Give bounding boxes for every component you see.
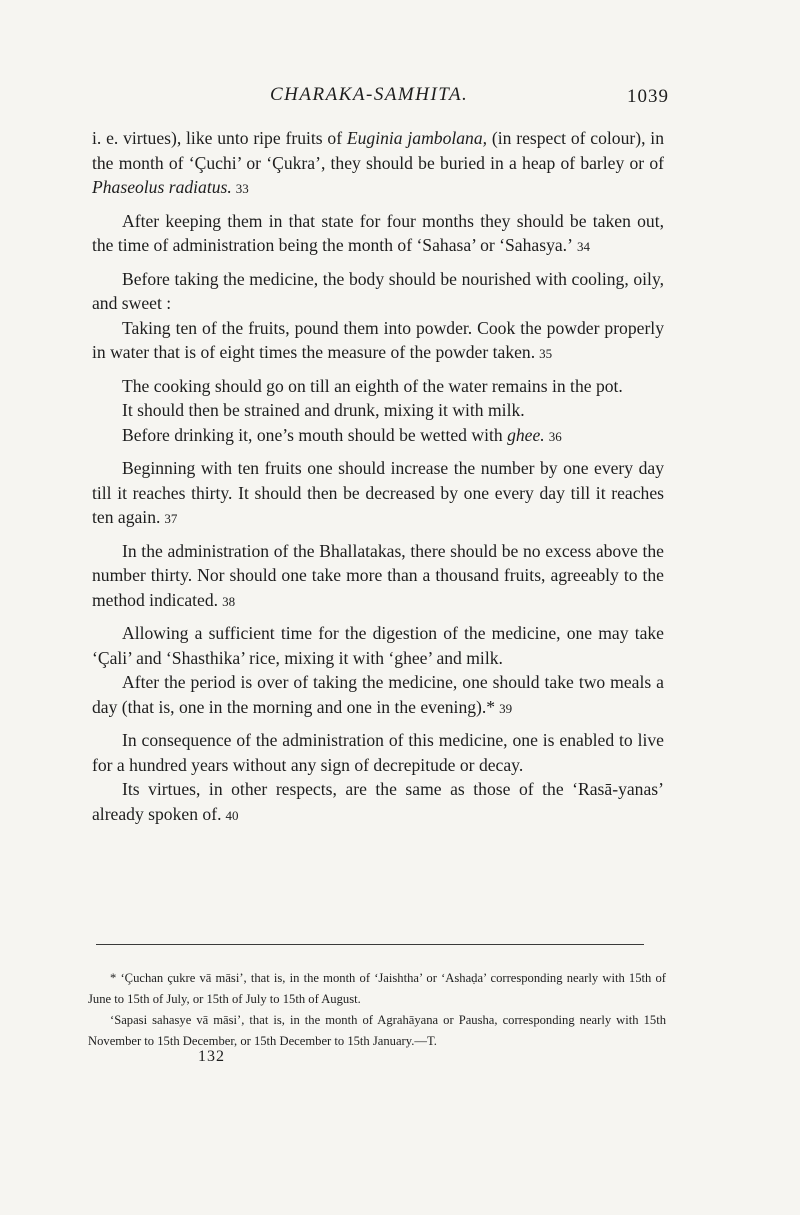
paragraph-34: [92, 209, 664, 260]
paragraph-37: [92, 456, 664, 532]
paragraph-text: The cooking should go on till an eighth of the water remains in the pot.: [122, 375, 623, 396]
paragraph-text: Before drinking it, one’s mouth should be wetted with: [122, 424, 508, 445]
verse-number: 39: [499, 700, 513, 716]
verse-number: 40: [225, 807, 239, 823]
footnote-divider: [96, 944, 644, 945]
page-number: 1039: [627, 86, 669, 107]
paragraph-33: [92, 126, 664, 202]
paragraph-text: It should then be strained and drunk, mixing it with milk.: [122, 400, 525, 420]
paragraph-text: Allowing a sufficient time for the digestion of the medicine, one may take ‘Çali’ and ‘Shasthika’ rice, mixing it with ‘ghee’ and milk.: [92, 623, 664, 668]
verse-number: 35: [539, 346, 553, 361]
page-header: [0, 84, 800, 114]
verse-number: 33: [235, 181, 249, 196]
verse-number: 38: [222, 593, 236, 609]
footnote-2: ‘Sapasi sahasye vā māsi’, that is, in the month of Agrahāyana or Pausha, corresponding nearly with 15th November to 15th December, or 15th December to 15th January.—T.: [88, 1013, 666, 1048]
paragraph-text: Its virtues, in other respects, are the same as those of the ‘Rasā-yanas’ already spoken of.: [92, 779, 664, 824]
paragraph-nourish: [92, 267, 664, 316]
paragraph-text: Before taking the medicine, the body should be nourished with cooling, oily, and sweet :: [92, 268, 664, 313]
paragraph-strain: [92, 398, 664, 423]
running-title: CHARAKA-SAMHITA.: [270, 84, 469, 105]
paragraph-38: [92, 539, 664, 615]
verse-number: 36: [548, 428, 562, 444]
footnote-1: * ‘Çuchan çukre vā māsi’, that is, in the month of ‘Jaishtha’ or ‘Ashaḍa’ corresponding nearly with 15th of June to 15th of July, or 15th of July to 15th of August.: [88, 971, 666, 1006]
verse-number: 34: [576, 239, 590, 254]
signature-mark: 132: [198, 1048, 225, 1065]
paragraph-40: [92, 777, 664, 828]
body-text: [92, 126, 664, 835]
species-name: Phaseolus radiatus.: [92, 177, 232, 197]
paragraph-text: i. e. virtues), like unto ripe fruits of: [92, 128, 347, 148]
paragraph-digestion: [92, 621, 664, 670]
footnotes: [88, 968, 666, 1052]
paragraph-text: After keeping them in that state for four months they should be taken out, the time of administration being the month of ‘Sahasa’ or ‘Sahasya.’: [92, 210, 664, 255]
paragraph-39: [92, 670, 664, 721]
paragraph-35: [92, 316, 664, 367]
paragraph-cooking: [92, 374, 664, 399]
verse-number: 37: [164, 511, 178, 526]
paragraph-text: After the period is over of taking the medicine, one should take two meals a day (that is, one in the morning and one in the evening).*: [92, 672, 664, 717]
species-name: Euginia jambolana,: [346, 128, 488, 148]
italic-word: ghee.: [507, 424, 545, 445]
paragraph-text: In the administration of the Bhallatakas, there should be no excess above the number thirty. Nor should one take more than a thousand fruits, agreeably to the method indicated.: [92, 540, 664, 610]
paragraph-text: In consequence of the administration of this medicine, one is enabled to live for a hundred years without any sign of decrepitude or decay.: [92, 730, 664, 775]
paragraph-text: Beginning with ten fruits one should increase the number by one every day till it reaches thirty. It should then be decreased by one every day till it reaches ten again.: [92, 458, 664, 527]
paragraph-text: (in respect of colour), in the month of ‘Çuchi’ or ‘Çukra’, they should be buried in a heap of barley or of: [92, 128, 664, 173]
paragraph-text: Taking ten of the fruits, pound them into powder. Cook the powder properly in water that is of eight times the measure of the powder taken.: [92, 317, 664, 362]
paragraph-36: [92, 423, 664, 450]
paragraph-consequence: [92, 728, 664, 777]
